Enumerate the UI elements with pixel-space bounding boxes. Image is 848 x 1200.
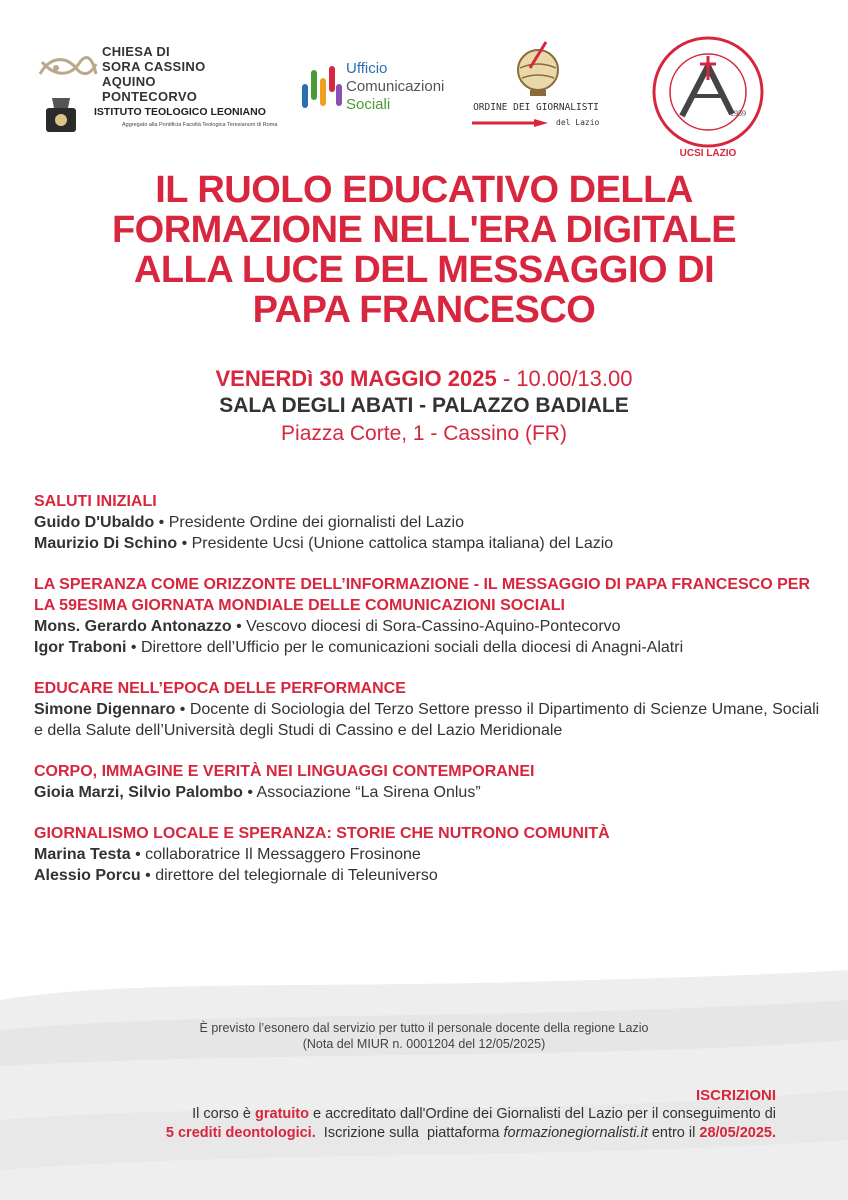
- ucsi-lazio-logo: [636, 36, 780, 159]
- registration-block: [76, 1086, 776, 1143]
- section-heading: LA SPERANZA COME ORIZZONTE DELL’INFORMAZIONE - IL MESSAGGIO DI PAPA FRANCESCO PER LA 59ESIMA GIORNATA MONDIALE DELLE COMUNICAZIONI SOCIALI: [34, 576, 811, 614]
- quill-stroke-icon: [470, 118, 550, 128]
- globe-quill-icon: [508, 38, 568, 100]
- reg-deadline: 28/05/2025.: [699, 1125, 776, 1141]
- reg-platform: formazionegiornalisti.it: [503, 1125, 648, 1141]
- reg-text: Iscrizione sulla piattaforma: [315, 1125, 504, 1141]
- ucsi-year: 1959: [730, 109, 746, 118]
- speaker-role: • Presidente Ordine dei giornalisti del Lazio: [154, 514, 465, 531]
- chiesa-line2: SORA CASSINO: [102, 59, 206, 74]
- program-section: [34, 678, 824, 741]
- program-section: [34, 491, 824, 554]
- papal-crest-icon: [38, 96, 84, 136]
- ufficio-line2: Comunicazioni: [346, 78, 445, 95]
- speaker-role: • Presidente Ucsi (Unione cattolica stampa italiana) del Lazio: [177, 535, 614, 552]
- note-line1: È previsto l’esonero dal servizio per tutto il personale docente della regione Lazio: [199, 1021, 649, 1035]
- section-heading: GIORNALISMO LOCALE E SPERANZA: STORIE CHE NUTRONO COMUNITÀ: [34, 825, 610, 842]
- event-date-time: [0, 365, 848, 393]
- speaker-name: Igor Traboni: [34, 639, 127, 656]
- speaker-role: • Vescovo diocesi di Sora-Cassino-Aquino-Pontecorvo: [231, 618, 621, 635]
- reg-text: entro il: [647, 1125, 700, 1141]
- speaker-line: [34, 865, 824, 886]
- registration-line2: [76, 1124, 776, 1143]
- program-section: [34, 761, 824, 803]
- title-line-1: IL RUOLO EDUCATIVO DELLA: [155, 169, 693, 211]
- speaker-line: [34, 782, 824, 803]
- speaker-line: [34, 533, 824, 554]
- ucsi-caption: UCSI LAZIO: [679, 148, 737, 159]
- ufficio-line1: Ufficio: [346, 60, 388, 77]
- event-venue: SALA DEGLI ABATI - PALAZZO BADIALE: [219, 394, 629, 417]
- reg-crediti: 5 crediti deontologici.: [165, 1125, 316, 1141]
- speaker-role: • direttore del telegiornale di Teleuniverso: [140, 867, 438, 884]
- section-heading: CORPO, IMMAGINE E VERITÀ NEI LINGUAGGI CONTEMPORANEI: [34, 763, 535, 780]
- reg-text: e accreditato dall'Ordine dei Giornalisti del Lazio per il conseguimento di: [308, 1106, 776, 1122]
- program: [34, 491, 824, 906]
- program-section: [34, 823, 824, 886]
- note-line2: (Nota del MIUR n. 0001204 del 12/05/2025): [302, 1037, 546, 1051]
- speaker-role: • Direttore dell’Ufficio per le comunicazioni sociali della diocesi di Anagni-Alatri: [126, 639, 684, 656]
- ordine-line1: ORDINE DEI GIORNALISTI: [473, 102, 599, 113]
- colored-bars-icon: [300, 60, 344, 120]
- title-line-3: ALLA LUCE DEL MESSAGGIO DI: [133, 249, 715, 291]
- ufficio-line3: Sociali: [346, 96, 391, 113]
- section-heading: SALUTI INIZIALI: [34, 493, 157, 510]
- speaker-line: [34, 844, 824, 865]
- registration-heading: ISCRIZIONI: [695, 1087, 776, 1104]
- fish-emblem-icon: [36, 46, 98, 86]
- leoniano-logo: [36, 96, 286, 136]
- reg-text: Il corso è: [192, 1106, 255, 1122]
- speaker-name: Mons. Gerardo Antonazzo: [34, 618, 232, 635]
- speaker-line: [34, 637, 824, 658]
- speaker-role: • Associazione “La Sirena Onlus”: [242, 784, 481, 801]
- speaker-name: Guido D'Ubaldo: [34, 514, 155, 531]
- speaker-name: Gioia Marzi, Silvio Palombo: [34, 784, 243, 801]
- speaker-line: [34, 699, 824, 741]
- ufficio-comunicazioni-logo: [300, 56, 460, 126]
- event-title: [40, 170, 808, 330]
- section-heading: EDUCARE NELL’EPOCA DELLE PERFORMANCE: [34, 680, 406, 697]
- event-address: Piazza Corte, 1 - Cassino (FR): [281, 422, 567, 445]
- title-line-2: FORMAZIONE NELL'ERA DIGITALE: [111, 209, 737, 251]
- leoniano-sub: Aggregato alla Pontificia Facoltà Teologica Teresianum di Roma: [122, 122, 278, 128]
- logo-bar: [0, 0, 848, 165]
- gray-brush-background: [0, 970, 848, 1200]
- title-line-4: PAPA FRANCESCO: [252, 289, 596, 331]
- registration-line1: [76, 1105, 776, 1124]
- reg-gratuito: gratuito: [255, 1106, 309, 1122]
- speaker-line: [34, 512, 824, 533]
- speaker-name: Marina Testa: [34, 846, 131, 863]
- event-date: VENERDì 30 MAGGIO 2025: [215, 366, 497, 391]
- event-time: - 10.00/13.00: [496, 366, 633, 391]
- chiesa-line3: AQUINO PONTECORVO: [102, 74, 198, 104]
- ordine-line2: del Lazio: [556, 118, 600, 127]
- speaker-name: Maurizio Di Schino: [34, 535, 178, 552]
- speaker-name: Simone Digennaro: [34, 701, 176, 718]
- ucsi-seal-icon: [636, 36, 780, 148]
- speaker-line: [34, 616, 824, 637]
- speaker-role: • Docente di Sociologia del Terzo Settore presso il Dipartimento di Scienze Umane, Sociali e della Salute dell’Università degli Studi di Cassino e del Lazio Meridionale: [34, 701, 820, 739]
- exemption-note: [0, 1020, 848, 1052]
- speaker-role: • collaboratrice Il Messaggero Frosinone: [130, 846, 421, 863]
- chiesa-sora-logo: [36, 40, 226, 104]
- chiesa-line1: CHIESA DI: [102, 44, 170, 59]
- speaker-name: Alessio Porcu: [34, 867, 141, 884]
- leoniano-name: ISTITUTO TEOLOGICO LEONIANO: [94, 106, 266, 118]
- ordine-giornalisti-logo: [466, 38, 606, 133]
- program-section: [34, 574, 824, 658]
